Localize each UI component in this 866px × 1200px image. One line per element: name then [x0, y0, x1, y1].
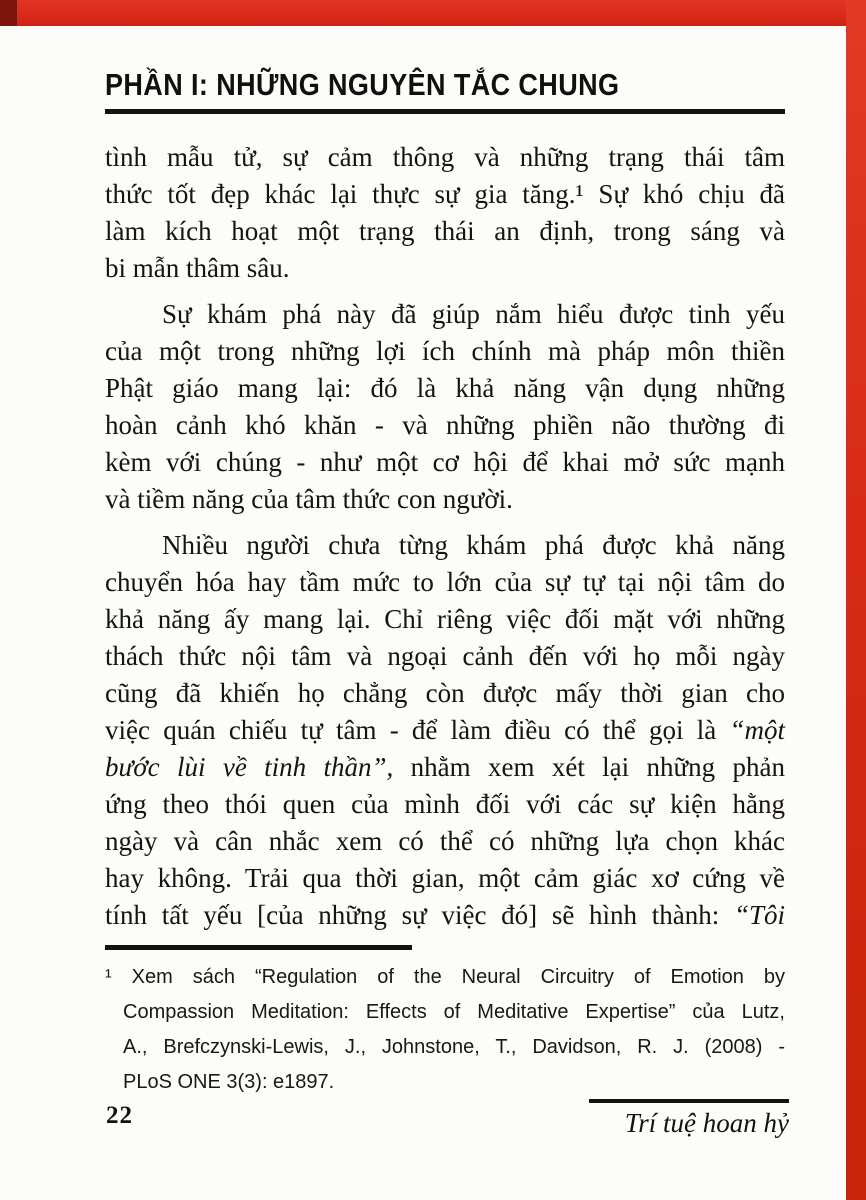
body-line: tính tất yếu [của những sự việc đó] sẽ hình thành: “Tôi: [105, 900, 785, 930]
body-line: và tiềm năng của tâm thức con người.: [105, 484, 513, 514]
book-cover-edge-top: [0, 0, 866, 26]
paragraph-2: [105, 296, 785, 518]
body-line: bi mẫn thâm sâu.: [105, 253, 290, 283]
page-number: 22: [106, 1102, 133, 1129]
body-line: thách thức nội tâm và ngoại cảnh đến với họ mỗi ngày: [105, 641, 785, 671]
paragraph-1: [105, 139, 785, 287]
body-text: [105, 139, 785, 934]
body-line: bước lùi về tinh thần”, nhằm xem xét lại những phản: [105, 752, 785, 782]
body-line: của một trong những lợi ích chính mà pháp môn thiền: [105, 336, 785, 366]
footer-rule: [589, 1099, 789, 1103]
body-line: khả năng ấy mang lại. Chỉ riêng việc đối mặt với những: [105, 604, 785, 634]
footnote: [105, 960, 785, 1100]
body-line: việc quán chiếu tự tâm - để làm điều có thể gọi là “một: [105, 715, 785, 745]
body-line: làm kích hoạt một trạng thái an định, trong sáng và: [105, 216, 785, 246]
footnote-line: Compassion Meditation: Effects of Meditative Expertise” của Lutz,: [123, 1001, 785, 1023]
body-line: Sự khám phá này đã giúp nắm hiểu được tinh yếu: [162, 299, 785, 329]
footnote-line: A., Brefczynski-Lewis, J., Johnstone, T., Davidson, R. J. (2008) -: [123, 1036, 785, 1058]
section-header: PHẦN I: NHỮNG NGUYÊN TẮC CHUNG: [105, 68, 620, 102]
body-line: tình mẫu tử, sự cảm thông và những trạng thái tâm: [105, 142, 785, 172]
body-line: Phật giáo mang lại: đó là khả năng vận dụng những: [105, 373, 785, 403]
header-rule: [105, 109, 785, 114]
footnote-line: ¹ Xem sách “Regulation of the Neural Circuitry of Emotion by: [105, 966, 785, 988]
body-line: Nhiều người chưa từng khám phá được khả năng: [162, 530, 785, 560]
body-line: hay không. Trải qua thời gian, một cảm giác xơ cứng về: [105, 863, 785, 893]
paragraph-3: [105, 527, 785, 934]
body-line: kèm với chúng - như một cơ hội để khai mở sức mạnh: [105, 447, 785, 477]
book-title: Trí tuệ hoan hỷ: [624, 1108, 789, 1138]
running-footer: [589, 1099, 789, 1139]
text-column: [105, 68, 785, 1100]
footnote-separator-rule: [105, 945, 412, 950]
body-line: ngày và cân nhắc xem có thể có những lựa chọn khác: [105, 826, 785, 856]
book-cover-edge-top-left: [0, 0, 17, 26]
body-line: cũng đã khiến họ chẳng còn được mấy thời gian cho: [105, 678, 785, 708]
body-line: thức tốt đẹp khác lại thực sự gia tăng.¹ Sự khó chịu đã: [105, 179, 785, 209]
book-cover-edge-right: [846, 0, 866, 1200]
body-line: chuyển hóa hay tầm mức to lớn của sự tự tại nội tâm do: [105, 567, 785, 597]
body-line: ứng theo thói quen của mình đối với các sự kiện hằng: [105, 789, 785, 819]
body-line: hoàn cảnh khó khăn - và những phiền não thường đi: [105, 410, 785, 440]
footnote-line: PLoS ONE 3(3): e1897.: [123, 1071, 335, 1093]
